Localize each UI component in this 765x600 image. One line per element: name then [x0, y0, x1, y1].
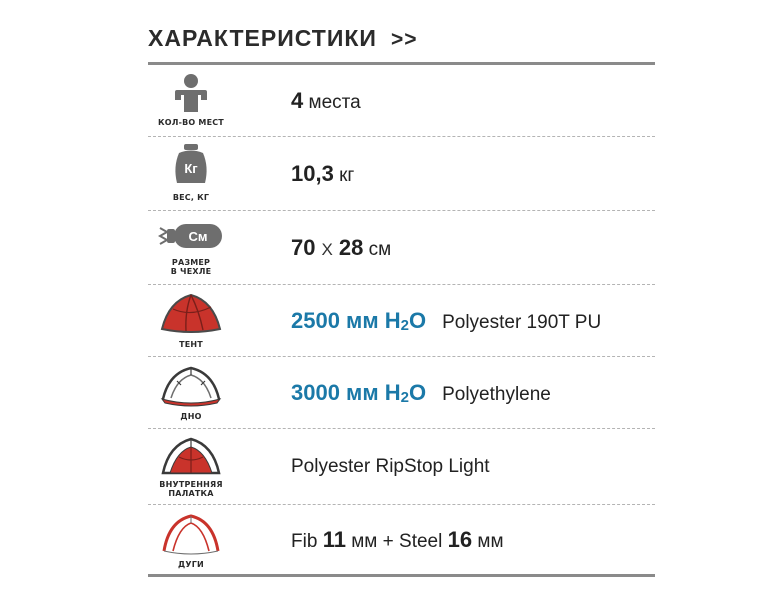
- spec-value: [291, 456, 490, 478]
- spec-icon-cell: [148, 429, 234, 505]
- weight-unit: кг: [339, 165, 355, 186]
- spec-row-weight: [148, 137, 655, 211]
- packed-size-icon: [158, 222, 224, 250]
- poles-unit1: мм: [351, 530, 378, 552]
- spec-row-fly: [148, 285, 655, 357]
- bottom-divider: [148, 574, 655, 577]
- fly-waterproof: [291, 308, 426, 333]
- tent-poles-icon: [159, 511, 223, 555]
- spec-label-line1: РАЗМЕР: [171, 258, 211, 267]
- poles-part1: Fib: [291, 530, 318, 552]
- size-separator: Х: [321, 240, 333, 259]
- tent-fly-icon: [159, 291, 223, 333]
- poles-plus: +: [382, 530, 394, 552]
- weight-value: 10,3: [291, 161, 334, 186]
- spec-label: [148, 258, 234, 276]
- floor-material: Polyethylene: [442, 384, 551, 405]
- spec-icon-cell: [148, 505, 234, 574]
- floor-waterproof: [291, 380, 426, 405]
- spec-label: КОЛ-ВО МЕСТ: [158, 118, 224, 127]
- poles-num2: 16: [447, 526, 473, 552]
- floor-waterproof-tail: O: [408, 380, 427, 405]
- spec-label-line2: ПАЛАТКА: [168, 489, 214, 498]
- floor-waterproof-value: 3000 мм H: [291, 380, 401, 405]
- spec-row-floor: [148, 357, 655, 429]
- weight-icon: [171, 143, 211, 185]
- fly-waterproof-sub: 2: [400, 317, 409, 334]
- spec-row-inner: [148, 429, 655, 505]
- spec-row-persons: [148, 65, 655, 137]
- spec-value: [291, 380, 551, 406]
- weight-icon-text: Кг: [184, 161, 198, 176]
- size-icon-text: См: [188, 229, 208, 244]
- spec-value: [291, 235, 391, 261]
- spec-icon-cell: [148, 137, 234, 211]
- inner-material: Polyester RipStop Light: [291, 456, 490, 477]
- inner-tent-icon: [159, 435, 223, 477]
- person-icon: [171, 73, 211, 113]
- spec-label: ДНО: [180, 412, 202, 421]
- persons-count: 4: [291, 88, 304, 113]
- spec-icon-cell: [148, 285, 234, 357]
- spec-value: [291, 308, 601, 334]
- poles-num1: 11: [322, 526, 346, 552]
- spec-label: [148, 480, 234, 498]
- spec-icon-cell: [148, 211, 234, 285]
- spec-label-line2: В ЧЕХЛЕ: [170, 267, 212, 276]
- spec-label: ТЕНТ: [179, 340, 203, 349]
- spec-label-line1: ВНУТРЕННЯЯ: [159, 480, 223, 489]
- section-arrows: >>: [390, 28, 418, 51]
- spec-label: ДУГИ: [178, 560, 204, 569]
- section-title: [148, 25, 417, 52]
- spec-value: [291, 527, 504, 553]
- spec-value: [291, 88, 361, 114]
- persons-unit: места: [308, 92, 361, 113]
- poles-unit2: мм: [477, 530, 504, 552]
- spec-label: ВЕС, КГ: [172, 193, 210, 202]
- size-length: 70: [291, 235, 316, 260]
- fly-waterproof-value: 2500 мм H: [291, 308, 401, 333]
- spec-value: [291, 161, 354, 187]
- fly-waterproof-tail: O: [408, 308, 427, 333]
- fly-material: Polyester 190T PU: [442, 312, 602, 333]
- section-title-text: ХАРАКТЕРИСТИКИ: [148, 25, 377, 51]
- poles-part2: Steel: [399, 530, 443, 552]
- spec-row-poles: [148, 505, 655, 574]
- size-width: 28: [338, 235, 364, 260]
- spec-icon-cell: [148, 65, 234, 137]
- floor-waterproof-sub: 2: [400, 389, 409, 406]
- size-unit: см: [368, 239, 392, 260]
- spec-row-size: [148, 211, 655, 285]
- spec-icon-cell: [148, 357, 234, 429]
- tent-floor-icon: [159, 363, 223, 407]
